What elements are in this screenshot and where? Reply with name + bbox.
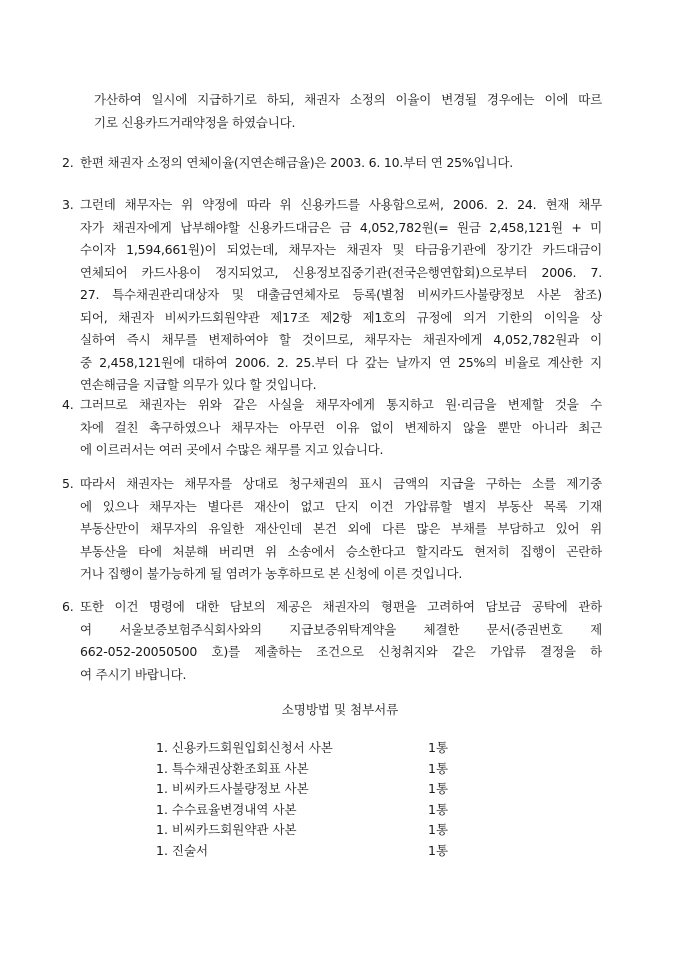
text-line: 662-052-20050500 호)를 제출하는 조건으로 신청취지와 같은 가압류 결정을 하: [80, 644, 602, 659]
item-number: 3.: [62, 197, 74, 212]
text-line: 27. 특수채권관리대상자 및 대출금연체자로 등록(별첨 비씨카드사불량정보 사본 참조): [80, 287, 602, 302]
text-line: 에 있으나 채무자는 별다른 재산이 없고 단지 이건 가압류할 별지 부동산 목록 기재: [80, 498, 602, 514]
text-line: 가산하여 일시에 지급하기로 하되, 채권자 소정의 이율이 변경될 경우에는 이에 따르: [94, 92, 602, 107]
text-line: 실하여 즉시 채무를 변제하여야 할 것이므로, 채무자는 채권자에게 4,052,782원과 이: [80, 332, 602, 347]
attachment-name: 1. 신용카드회원입회신청서 사본: [156, 740, 333, 755]
attachment-quantity: 1통: [428, 760, 449, 776]
text-line: 에 이르러서는 여러 곳에서 수많은 채무를 지고 있습니다.: [80, 442, 384, 457]
text-line: 거나 집행이 불가능하게 될 염려가 농후하므로 본 신청에 이른 것입니다.: [80, 566, 463, 581]
text-line: [62, 152, 602, 175]
attachment-quantity: 1통: [428, 822, 449, 837]
text-line: [62, 596, 602, 619]
list-item: [156, 759, 456, 780]
text-line: 중 2,458,121원에 대하여 2006. 2. 25.부터 다 갚는 날까지 연 25%의 비율로 계산한 지: [80, 354, 602, 370]
item-paragraph-6: [62, 596, 602, 686]
line-text: 따라서 채권자는 채무자를 상대로 청구채권의 표시 금액의 지급을 구하는 소를 제기중: [80, 476, 602, 491]
attachments-list: [156, 738, 456, 861]
text-line: [62, 473, 602, 496]
text-line: [62, 394, 602, 417]
list-item: [156, 779, 456, 800]
attachment-name: 1. 비씨카드회원약관 사본: [156, 822, 297, 837]
text-line: 기로 신용카드거래약정을 하였습니다.: [94, 114, 296, 130]
attachment-quantity: 1통: [428, 781, 449, 796]
attachments-title: 소명방법 및 첨부서류: [281, 702, 399, 717]
item-number: 2.: [62, 155, 74, 170]
item-paragraph-2: [62, 152, 602, 175]
text-line: 되어, 채권자 비씨카드회원약관 제17조 제2항 제1호의 규정에 의거 기한의 이익을 상: [80, 309, 602, 325]
item-paragraph-4: [62, 394, 602, 462]
line-text: 그러므로 채권자는 위와 같은 사실을 채무자에게 통지하고 원·리금을 변제할 것을 수: [80, 397, 602, 412]
list-item: [156, 820, 456, 841]
item-number: 4.: [62, 397, 74, 412]
intro-paragraph: [80, 89, 602, 134]
text-line: 여 서울보증보험주식회사와의 지급보증위탁계약을 체결한 문서(증권번호 제: [80, 621, 602, 637]
attachment-quantity: 1통: [428, 801, 449, 817]
list-item: [156, 800, 456, 821]
text-line: 차에 걸친 촉구하였으나 채무자는 아무런 이유 없이 변제하지 않을 뿐만 아니라 최근: [80, 419, 602, 435]
list-item: [156, 841, 456, 862]
attachment-quantity: 1통: [428, 740, 449, 755]
item-number: 6.: [62, 599, 74, 614]
item-number: 5.: [62, 476, 74, 491]
text-line: [62, 194, 602, 217]
text-line: 연손해금을 지급할 의무가 있다 할 것입니다.: [80, 377, 317, 392]
attachment-quantity: 1통: [428, 842, 449, 858]
line-text: 또한 이건 명령에 대한 담보의 제공은 채권자의 형편을 고려하여 담보금 공탁에 관하: [80, 599, 602, 614]
item-paragraph-5: [62, 473, 602, 586]
text-line: 부동산을 타에 처분해 버리면 위 소송에서 승소한다고 할지라도 현저히 집행이 곤란하: [80, 543, 602, 559]
attachment-name: 1. 수수료율변경내역 사본: [156, 801, 297, 817]
line-text: 한편 채권자 소정의 연체이율(지연손해금율)은 2003. 6. 10.부터 연 25%입니다.: [80, 155, 513, 170]
text-line: 여 주시기 바랍니다.: [80, 666, 187, 682]
line-text: 그런데 채무자는 위 약정에 따라 위 신용카드를 사용함으로써, 2006. 2. 24. 현재 채무: [80, 197, 602, 212]
text-line: 자가 채권자에게 납부해야할 신용카드대금은 금 4,052,782원(= 원금 2,458,121원 + 미: [80, 219, 602, 235]
attachment-name: 1. 특수채권상환조회표 사본: [156, 760, 309, 776]
list-item: [156, 738, 456, 759]
text-line: 부동산만이 채무자의 유일한 재산인데 본건 외에 다른 많은 부채를 부담하고 있어 위: [80, 521, 602, 536]
text-line: 수이자 1,594,661원)이 되었는데, 채무자는 채권자 및 타금융기관에 장기간 카드대금이: [80, 242, 602, 257]
attachment-name: 1. 진술서: [156, 842, 209, 858]
text-line: 연체되어 카드사용이 정지되었고, 신용정보집중기관(전국은행연합회)으로부터 2006. 7.: [80, 264, 602, 280]
item-paragraph-3: [62, 194, 602, 397]
attachment-name: 1. 비씨카드사불량정보 사본: [156, 781, 309, 796]
